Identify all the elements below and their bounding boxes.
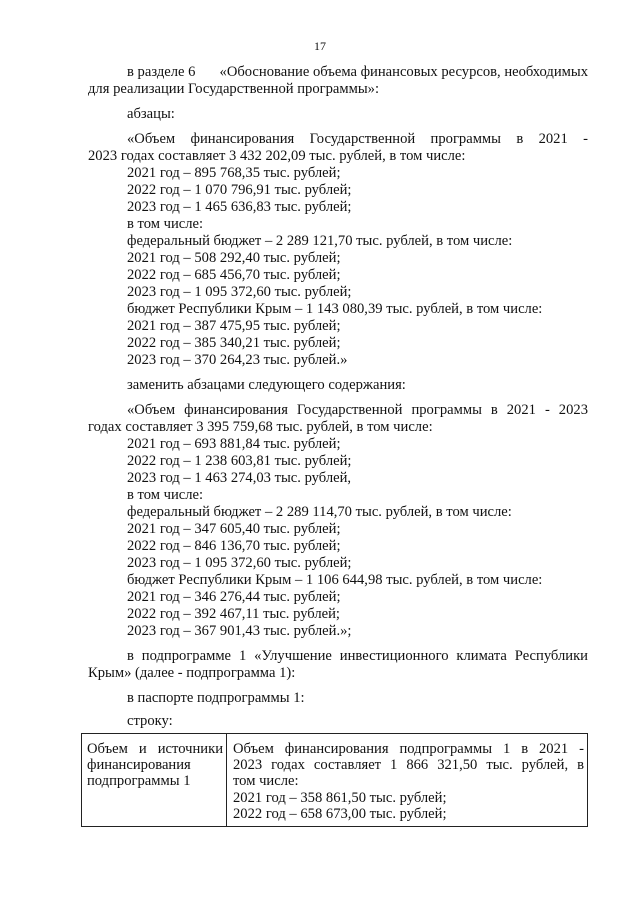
new-block-line: федеральный бюджет – 2 289 114,70 тыс. рублей, в том числе: [127,504,512,520]
old-block-line: 2023 год – 1 465 636,83 тыс. рублей; [127,199,352,215]
section-6-label: в разделе 6 [127,64,196,80]
old-block-line: 2022 год – 1 070 796,91 тыс. рублей; [127,182,352,198]
new-block-line: 2023 год – 1 095 372,60 тыс. рублей; [127,555,352,571]
abzacy-label: абзацы: [127,106,175,122]
subprogram-line: в подпрограмме 1 «Улучшение инвестиционного климата Республики [127,648,588,664]
page-number: 17 [314,39,326,53]
cell-line: 2021 год – 358 861,50 тыс. рублей; [233,789,447,806]
new-block-line: 2022 год – 392 467,11 тыс. рублей; [127,606,340,622]
cell-line: 2023 годах составляет 1 866 321,50 тыс. рублей, в [233,757,584,774]
table-row [82,734,588,827]
old-block-line: 2021 год – 895 768,35 тыс. рублей; [127,165,341,181]
new-block-line: годах составляет 3 395 759,68 тыс. рублей, в том числе: [88,419,433,435]
new-block-line: в том числе: [127,487,204,503]
old-block-line: 2022 год – 385 340,21 тыс. рублей; [127,335,341,351]
new-block-line: «Объем финансирования Государственной программы в 2021 - 2023 [127,402,588,418]
old-block-line: 2021 год – 387 475,95 тыс. рублей; [127,318,341,334]
new-block-line: 2021 год – 347 605,40 тыс. рублей; [127,521,341,537]
new-block-line: бюджет Республики Крым – 1 106 644,98 тыс. рублей, в том числе: [127,572,543,588]
old-block-line: в том числе: [127,216,204,232]
old-block-line: 2023 год – 1 095 372,60 тыс. рублей; [127,284,352,300]
section-6-title-cont: для реализации Государственной программы»: [88,81,380,97]
table-cell-value [227,734,588,827]
new-block-line: 2022 год – 846 136,70 тыс. рублей; [127,538,341,554]
new-block-line: 2021 год – 346 276,44 тыс. рублей; [127,589,341,605]
stroku-label: строку: [127,713,173,729]
old-block-line: 2021 год – 508 292,40 тыс. рублей; [127,250,341,266]
old-block-line: бюджет Республики Крым – 1 143 080,39 тыс. рублей, в том числе: [127,301,543,317]
section-6-title: «Обоснование объема финансовых ресурсов, необходимых [219,64,588,80]
cell-line: подпрограммы 1 [87,773,191,790]
table-cell-label [82,734,227,827]
old-block-line: федеральный бюджет – 2 289 121,70 тыс. рублей, в том числе: [127,233,513,249]
old-block-line: 2023 год – 370 264,23 тыс. рублей.» [127,352,348,368]
new-block-line: 2022 год – 1 238 603,81 тыс. рублей; [127,453,352,469]
subprogram-line: Крым» (далее - подпрограмма 1): [88,665,296,681]
new-block-line: 2023 год – 367 901,43 тыс. рублей.»; [127,623,352,639]
new-block-line: 2023 год – 1 463 274,03 тыс. рублей, [127,470,352,486]
cell-line: 2022 год – 658 673,00 тыс. рублей; [233,805,447,822]
cell-line: том числе: [233,773,299,790]
replace-instruction: заменить абзацами следующего содержания: [127,377,406,393]
old-block-line: 2023 годах составляет 3 432 202,09 тыс. рублей, в том числе: [88,148,466,164]
old-block-line: «Объем финансирования Государственной программы в 2021 - [127,131,588,147]
cell-line: финансирования [87,757,191,774]
funding-table [81,733,588,827]
old-block-line: 2022 год – 685 456,70 тыс. рублей; [127,267,341,283]
cell-line: Объем и источники [87,741,223,757]
cell-line: Объем финансирования подпрограммы 1 в 2021 - [233,741,584,757]
new-block-line: 2021 год – 693 881,84 тыс. рублей; [127,436,341,452]
passport-instruction: в паспорте подпрограммы 1: [127,690,305,706]
